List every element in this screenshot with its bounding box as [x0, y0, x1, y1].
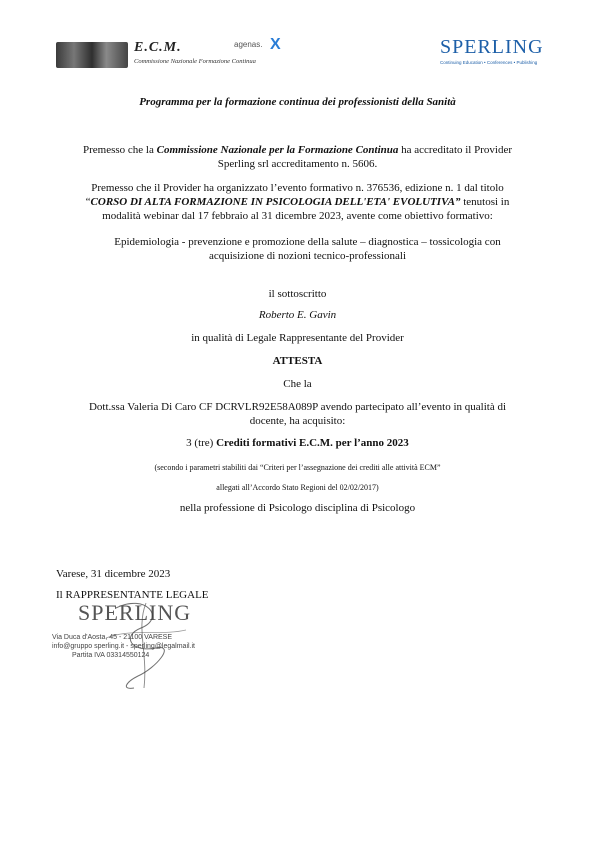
- agenas-logo-icon: X: [270, 36, 281, 53]
- document-heading: Programma per la formazione continua dei professionisti della Sanità: [139, 96, 456, 108]
- criteria-line-1: (secondo i parametri stabiliti dai “Criteri per l’assegnazione dei crediti alle attività ECM”: [154, 463, 441, 472]
- premise-2-text-c: tenutosi in: [460, 196, 510, 208]
- premise-1-line-1: [40, 143, 555, 157]
- stamp-address: Via Duca d'Aosta, 45 - 21100 VARESE: [52, 634, 173, 641]
- ecm-logo-image: [56, 42, 128, 68]
- premise-2-line-2: [40, 195, 555, 209]
- company-stamp: [46, 598, 206, 688]
- stamp-logo-text: SPERLING: [78, 600, 192, 625]
- stamp-email: info@gruppo sperling.it - sperling@legalmail.it: [52, 643, 196, 650]
- objective-line-2: acquisizione di nozioni tecnico-professionali: [208, 250, 407, 262]
- signatory-role: in qualità di Legale Rappresentante del Provider: [191, 332, 404, 344]
- ecm-subtitle: Commissione Nazionale Formazione Continua: [134, 58, 256, 65]
- sperling-logo-text: SPERLING: [440, 36, 544, 58]
- attests-label: ATTESTA: [272, 355, 323, 367]
- issue-date: Varese, 31 dicembre 2023: [56, 568, 171, 580]
- sperling-tagline: Continuing Education • Conferences • Publishing: [440, 60, 538, 65]
- handwritten-signature: [86, 598, 206, 693]
- objective-line-1: Epidemiologia - prevenzione e promozione della salute – diagnostica – tossicologia con: [114, 236, 501, 248]
- signatory-name: Roberto E. Gavin: [258, 309, 337, 321]
- sperling-logo: [440, 36, 544, 70]
- participant-line-1: Dott.ssa Valeria Di Caro CF DCRVLR92E58A089P avendo partecipato all’evento in qualità di: [88, 401, 507, 413]
- profession-line: nella professione di Psicologo disciplina di Psicologo: [179, 502, 416, 514]
- commission-name: Commissione Nazionale per la Formazione Continua: [156, 144, 399, 156]
- ecm-title: E.C.M.: [134, 40, 182, 55]
- undersigned-label: il sottoscritto: [268, 288, 327, 300]
- course-title: CORSO DI ALTA FORMAZIONE IN PSICOLOGIA DELL'ETA' EVOLUTIVA”: [90, 196, 461, 208]
- agenas-logo-text: agenas.: [234, 40, 263, 49]
- stamp-vat: Partita IVA 03314550124: [72, 652, 150, 659]
- course-quote-open: “: [85, 196, 91, 208]
- credits-description: Crediti formativi E.C.M. per l’anno 2023: [216, 437, 409, 449]
- premise-1-text-a: Premesso che la: [83, 144, 157, 156]
- premise-1-line-2: Sperling srl accreditamento n. 5606.: [217, 158, 378, 170]
- legal-representative-label: Il RAPPRESENTANTE LEGALE: [56, 589, 209, 601]
- che-la-label: Che la: [283, 378, 312, 390]
- credits-line: [40, 436, 555, 450]
- premise-2-line-3: modalità webinar dal 17 febbraio al 31 dicembre 2023, avente come obiettivo formativo:: [102, 210, 493, 222]
- participant-line-2: docente, ha acquisito:: [249, 415, 346, 427]
- credits-count: 3 (tre): [186, 437, 217, 449]
- premise-1-text-c: ha accreditato il Provider: [398, 144, 512, 156]
- premise-2-line-1: Premesso che il Provider ha organizzato l’evento formativo n. 376536, edizione n. 1 dal titolo: [91, 182, 504, 194]
- criteria-line-2: allegati all’Accordo Stato Regioni del 02/02/2017): [216, 483, 379, 492]
